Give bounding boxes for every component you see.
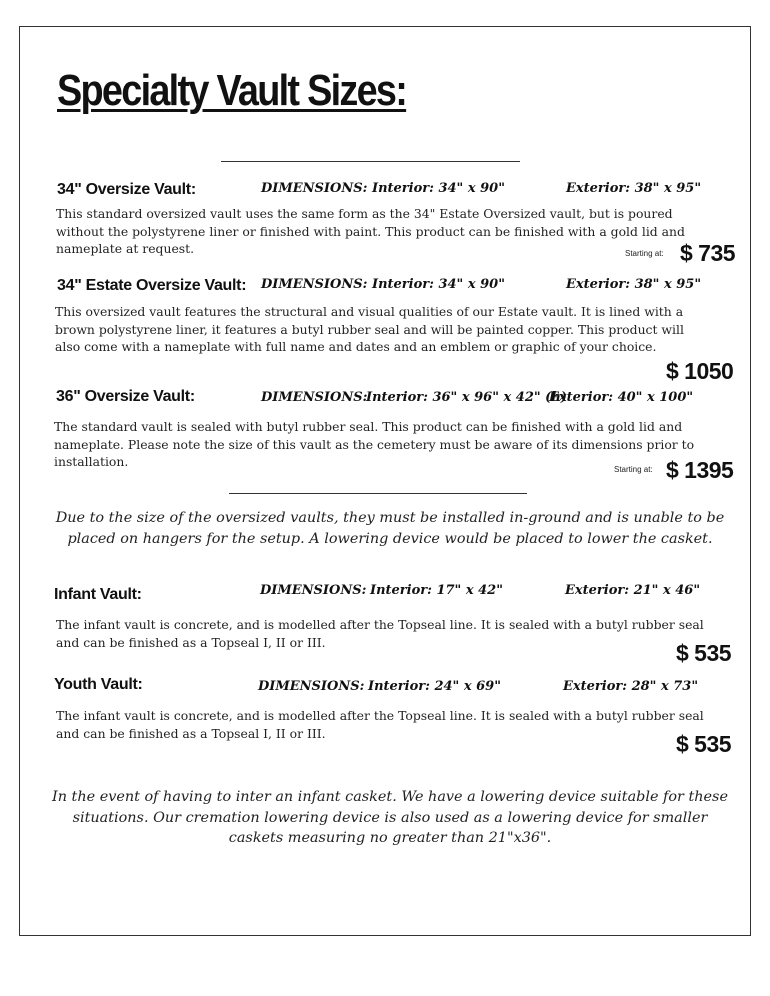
note-line: situations. Our cremation lowering device is also used as a lowering device for smaller <box>72 809 708 826</box>
dimensions-label: DIMENSIONS: <box>261 277 368 292</box>
price-36-oversize: $ 1395 <box>666 457 734 483</box>
vault-description-youth <box>56 707 704 742</box>
vault-name-infant: Infant Vault: <box>54 586 142 603</box>
exterior-dimension: Exterior: 38" x 95" <box>566 277 702 292</box>
interior-dimension: Interior: 36" x 96" x 42" (h) <box>366 390 567 405</box>
dimensions-label: DIMENSIONS: <box>258 679 365 694</box>
description-line: also come with a nameplate with full name and dates and an emblem or graphic of your choice. <box>55 339 657 355</box>
description-line: and can be finished as a Topseal I, II or III. <box>56 725 326 741</box>
exterior-dimension: Exterior: 28" x 73" <box>563 679 699 694</box>
vault-name-34-oversize: 34" Oversize Vault: <box>57 181 196 198</box>
dimensions-label: DIMENSIONS: <box>261 181 368 196</box>
exterior-dimension: Exterior: 38" x 95" <box>566 181 702 196</box>
note-line: In the event of having to inter an infant casket. We have a lowering device suitable for these <box>52 789 728 805</box>
price-youth: $ 535 <box>676 731 732 757</box>
vault-description-36-oversize <box>54 418 694 471</box>
vault-name-36-oversize: 36" Oversize Vault: <box>56 388 195 405</box>
description-line: This standard oversized vault uses the same form as the 34" Estate Oversized vault, but is poured <box>56 206 673 221</box>
note-line: placed on hangers for the setup. A lowering device would be placed to lower the casket. <box>67 530 713 547</box>
price-34-estate-oversize: $ 1050 <box>666 358 734 384</box>
starting-at-label: Starting at: <box>625 249 664 258</box>
vault-description-34-estate-oversize <box>55 303 684 356</box>
exterior-dimension: Exterior: 40" x 100" <box>549 390 694 405</box>
description-line: The infant vault is concrete, and is modelled after the Topseal line. It is sealed with a butyl rubber seal <box>56 617 704 632</box>
divider-top <box>221 161 520 162</box>
exterior-dimension: Exterior: 21" x 46" <box>565 583 701 598</box>
dimensions-label: DIMENSIONS: <box>260 583 367 598</box>
description-line: installation. <box>54 454 129 470</box>
price-infant: $ 535 <box>676 640 732 666</box>
note-line: caskets measuring no greater than 21"x36". <box>228 830 552 846</box>
dimensions-label: DIMENSIONS: <box>261 390 368 405</box>
divider-middle <box>229 493 527 494</box>
interior-dimension: Interior: 24" x 69" <box>368 679 501 694</box>
description-line: without the polystyrene liner or finished with paint. This product can be finished with a gold lid and <box>56 223 685 239</box>
description-line: This oversized vault features the structural and visual qualities of our Estate vault. It is lined with a <box>55 304 684 319</box>
description-line: brown polystyrene liner, it features a butyl rubber seal and will be painted copper. This product will <box>55 321 684 337</box>
description-line: nameplate. Please note the size of this vault as the cemetery must be aware of its dimensions prior to <box>54 436 695 452</box>
description-line: nameplate at request. <box>56 241 195 257</box>
interior-dimension: Interior: 17" x 42" <box>370 583 503 598</box>
starting-at-label: Starting at: <box>614 465 653 474</box>
description-line: The infant vault is concrete, and is modelled after the Topseal line. It is sealed with a butyl rubber seal <box>56 708 704 723</box>
infant-lowering-note <box>35 787 745 849</box>
description-line: The standard vault is sealed with butyl rubber seal. This product can be finished with a gold lid and <box>54 419 683 434</box>
price-34-oversize: $ 735 <box>680 240 736 266</box>
note-line: Due to the size of the oversized vaults, they must be installed in-ground and is unable to be <box>55 510 725 526</box>
page-title: Specialty Vault Sizes: <box>57 66 407 115</box>
interior-dimension: Interior: 34" x 90" <box>372 181 505 196</box>
vault-description-infant <box>56 616 704 651</box>
vault-name-youth: Youth Vault: <box>54 676 143 693</box>
description-line: and can be finished as a Topseal I, II or III. <box>56 634 326 650</box>
interior-dimension: Interior: 34" x 90" <box>372 277 505 292</box>
oversize-installation-note <box>40 508 740 549</box>
vault-name-34-estate-oversize: 34" Estate Oversize Vault: <box>57 277 247 294</box>
vault-description-34-oversize <box>56 205 685 258</box>
